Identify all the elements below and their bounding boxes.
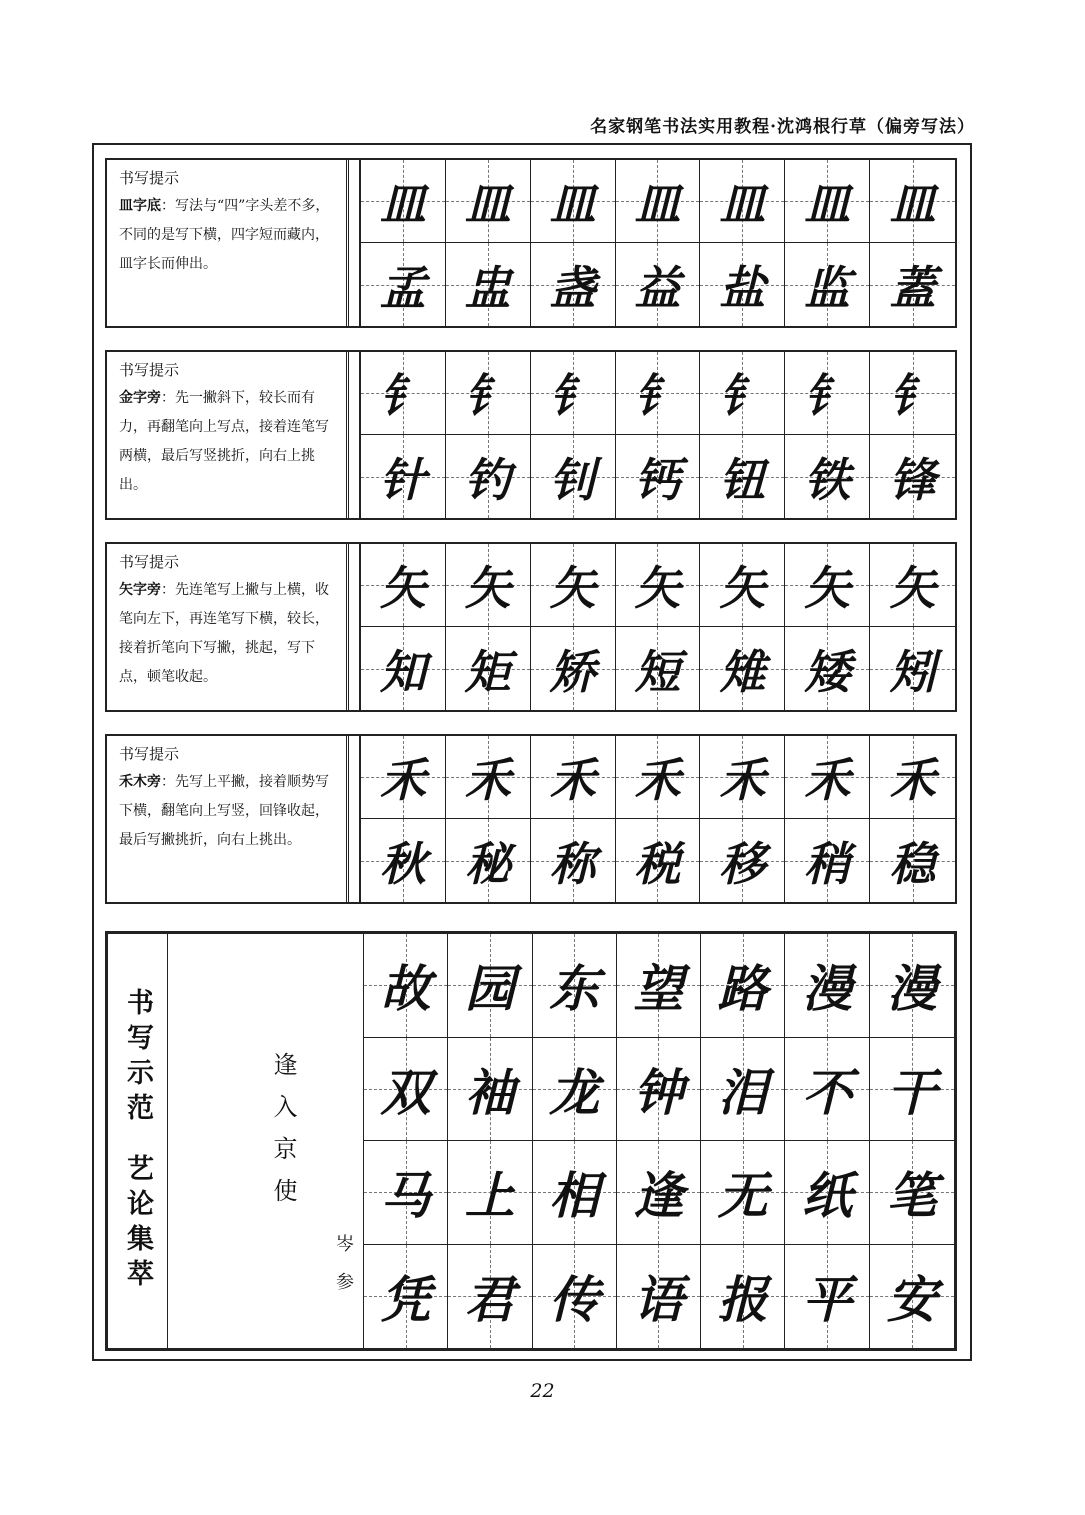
example-cell: 针 xyxy=(361,435,446,518)
poem-char-cell: 君 xyxy=(448,1245,532,1349)
example-cell: 监 xyxy=(785,243,870,326)
poem-char-cell: 双 xyxy=(364,1038,448,1142)
tip-radical-name: 矢字旁 xyxy=(119,582,161,598)
radical-cell: 皿 xyxy=(870,160,955,243)
radical-cell: 矢 xyxy=(531,544,616,627)
poem-char-cell: 干 xyxy=(870,1038,954,1142)
writing-tip xyxy=(107,544,349,710)
poem-char-cell: 安 xyxy=(870,1245,954,1349)
writing-tip xyxy=(107,160,349,326)
example-cell: 钮 xyxy=(700,435,785,518)
example-cell: 知 xyxy=(361,627,446,710)
example-cell: 矫 xyxy=(531,627,616,710)
poem-char-cell: 报 xyxy=(701,1245,785,1349)
example-cell: 秘 xyxy=(446,819,531,902)
example-cell: 钙 xyxy=(616,435,701,518)
poem-char-cell: 漫 xyxy=(870,934,954,1038)
poem-char-cell: 相 xyxy=(533,1141,617,1245)
example-cell: 矩 xyxy=(446,627,531,710)
tip-text: ：写法与“四”字头差不多，不同的是写下横，四字短而藏内，皿字长而伸出。 xyxy=(119,198,330,272)
radical-cell: 禾 xyxy=(870,736,955,819)
example-cell: 税 xyxy=(616,819,701,902)
tip-text: ：先连笔写上撇与上横，收笔向左下，再连笔写下横，较长，接着折笔向下写撇，挑起，写下点，顿笔收起。 xyxy=(119,582,329,685)
poem-char-cell: 凭 xyxy=(364,1245,448,1349)
poem-info-column xyxy=(168,934,364,1348)
example-cell: 孟 xyxy=(361,243,446,326)
poem-char-cell: 泪 xyxy=(701,1038,785,1142)
poem-char-cell: 马 xyxy=(364,1141,448,1245)
example-cell: 蓋 xyxy=(870,243,955,326)
poem-author: 岑参 xyxy=(333,1234,354,1310)
poem-char-cell: 无 xyxy=(701,1141,785,1245)
poem-char-cell: 不 xyxy=(785,1038,869,1142)
poem-char-cell: 逢 xyxy=(617,1141,701,1245)
poem-char-cell: 漫 xyxy=(785,934,869,1038)
poem-char-cell: 钟 xyxy=(617,1038,701,1142)
poem-char-cell: 笔 xyxy=(870,1141,954,1245)
radical-cell: 钅 xyxy=(616,352,701,435)
poem-char-cell: 纸 xyxy=(785,1141,869,1245)
poem-char-cell: 平 xyxy=(785,1245,869,1349)
example-cell: 移 xyxy=(700,819,785,902)
writing-tip xyxy=(107,352,349,518)
radical-cell: 禾 xyxy=(785,736,870,819)
radical-cell: 矢 xyxy=(361,544,446,627)
radical-cell: 禾 xyxy=(361,736,446,819)
example-cell: 矧 xyxy=(870,627,955,710)
poem-char-cell: 龙 xyxy=(533,1038,617,1142)
tip-radical-name: 金字旁 xyxy=(119,390,161,406)
radical-cell: 钅 xyxy=(870,352,955,435)
practice-grid xyxy=(359,160,955,326)
practice-section-jin xyxy=(105,350,957,520)
poem-char-cell: 路 xyxy=(701,934,785,1038)
radical-cell: 矢 xyxy=(785,544,870,627)
poem-grid xyxy=(364,934,954,1348)
tip-text: ：先一撇斜下，较长而有力，再翻笔向上写点，接着连笔写两横，最后写竖挑折，向右上挑出。 xyxy=(119,390,329,493)
radical-cell: 钅 xyxy=(785,352,870,435)
radical-cell: 钅 xyxy=(446,352,531,435)
writing-demo-section xyxy=(105,931,957,1351)
collection-label: 艺论集萃 xyxy=(122,1154,153,1294)
poem-char-cell: 语 xyxy=(617,1245,701,1349)
writing-tip xyxy=(107,736,349,902)
tip-title: 书写提示 xyxy=(119,169,180,187)
tip-title: 书写提示 xyxy=(119,745,180,763)
practice-section-shi xyxy=(105,542,957,712)
example-cell: 盏 xyxy=(531,243,616,326)
poem-char-cell: 东 xyxy=(533,934,617,1038)
practice-grid xyxy=(359,544,955,710)
example-cell: 锋 xyxy=(870,435,955,518)
tip-radical-name: 禾木旁 xyxy=(119,774,161,790)
practice-section-he xyxy=(105,734,957,904)
page-header: 名家钢笔书法实用教程·沈鸿根行草（偏旁写法） xyxy=(590,117,975,137)
radical-cell: 皿 xyxy=(446,160,531,243)
example-cell: 盅 xyxy=(446,243,531,326)
radical-cell: 皿 xyxy=(785,160,870,243)
example-cell: 矮 xyxy=(785,627,870,710)
radical-cell: 皿 xyxy=(531,160,616,243)
radical-cell: 矢 xyxy=(700,544,785,627)
example-cell: 雉 xyxy=(700,627,785,710)
radical-cell: 禾 xyxy=(446,736,531,819)
radical-cell: 矢 xyxy=(616,544,701,627)
radical-cell: 钅 xyxy=(361,352,446,435)
poem-title: 逢入京使 xyxy=(269,1052,297,1220)
tip-radical-name: 皿字底 xyxy=(119,198,161,214)
poem-char-cell: 故 xyxy=(364,934,448,1038)
radical-cell: 皿 xyxy=(616,160,701,243)
tip-title: 书写提示 xyxy=(119,553,180,571)
radical-cell: 皿 xyxy=(700,160,785,243)
example-cell: 稳 xyxy=(870,819,955,902)
demo-label-column xyxy=(108,934,168,1348)
radical-cell: 皿 xyxy=(361,160,446,243)
example-cell: 短 xyxy=(616,627,701,710)
example-cell: 铁 xyxy=(785,435,870,518)
radical-cell: 禾 xyxy=(616,736,701,819)
poem-char-cell: 园 xyxy=(448,934,532,1038)
radical-cell: 钅 xyxy=(531,352,616,435)
radical-cell: 禾 xyxy=(700,736,785,819)
page-number: 22 xyxy=(530,1380,555,1402)
demo-label: 书写示范 xyxy=(122,988,153,1128)
radical-cell: 禾 xyxy=(531,736,616,819)
radical-cell: 矢 xyxy=(446,544,531,627)
example-cell: 益 xyxy=(616,243,701,326)
radical-cell: 钅 xyxy=(700,352,785,435)
radical-cell: 矢 xyxy=(870,544,955,627)
poem-char-cell: 袖 xyxy=(448,1038,532,1142)
poem-char-cell: 望 xyxy=(617,934,701,1038)
example-cell: 盐 xyxy=(700,243,785,326)
tip-text: ：先写上平撇，接着顺势写下横，翻笔向上写竖，回锋收起，最后写撇挑折，向右上挑出。 xyxy=(119,774,329,848)
example-cell: 秋 xyxy=(361,819,446,902)
example-cell: 称 xyxy=(531,819,616,902)
poem-char-cell: 传 xyxy=(533,1245,617,1349)
example-cell: 稍 xyxy=(785,819,870,902)
practice-section-min xyxy=(105,158,957,328)
poem-char-cell: 上 xyxy=(448,1141,532,1245)
practice-grid xyxy=(359,736,955,902)
practice-grid xyxy=(359,352,955,518)
tip-title: 书写提示 xyxy=(119,361,180,379)
example-cell: 钓 xyxy=(446,435,531,518)
example-cell: 钊 xyxy=(531,435,616,518)
